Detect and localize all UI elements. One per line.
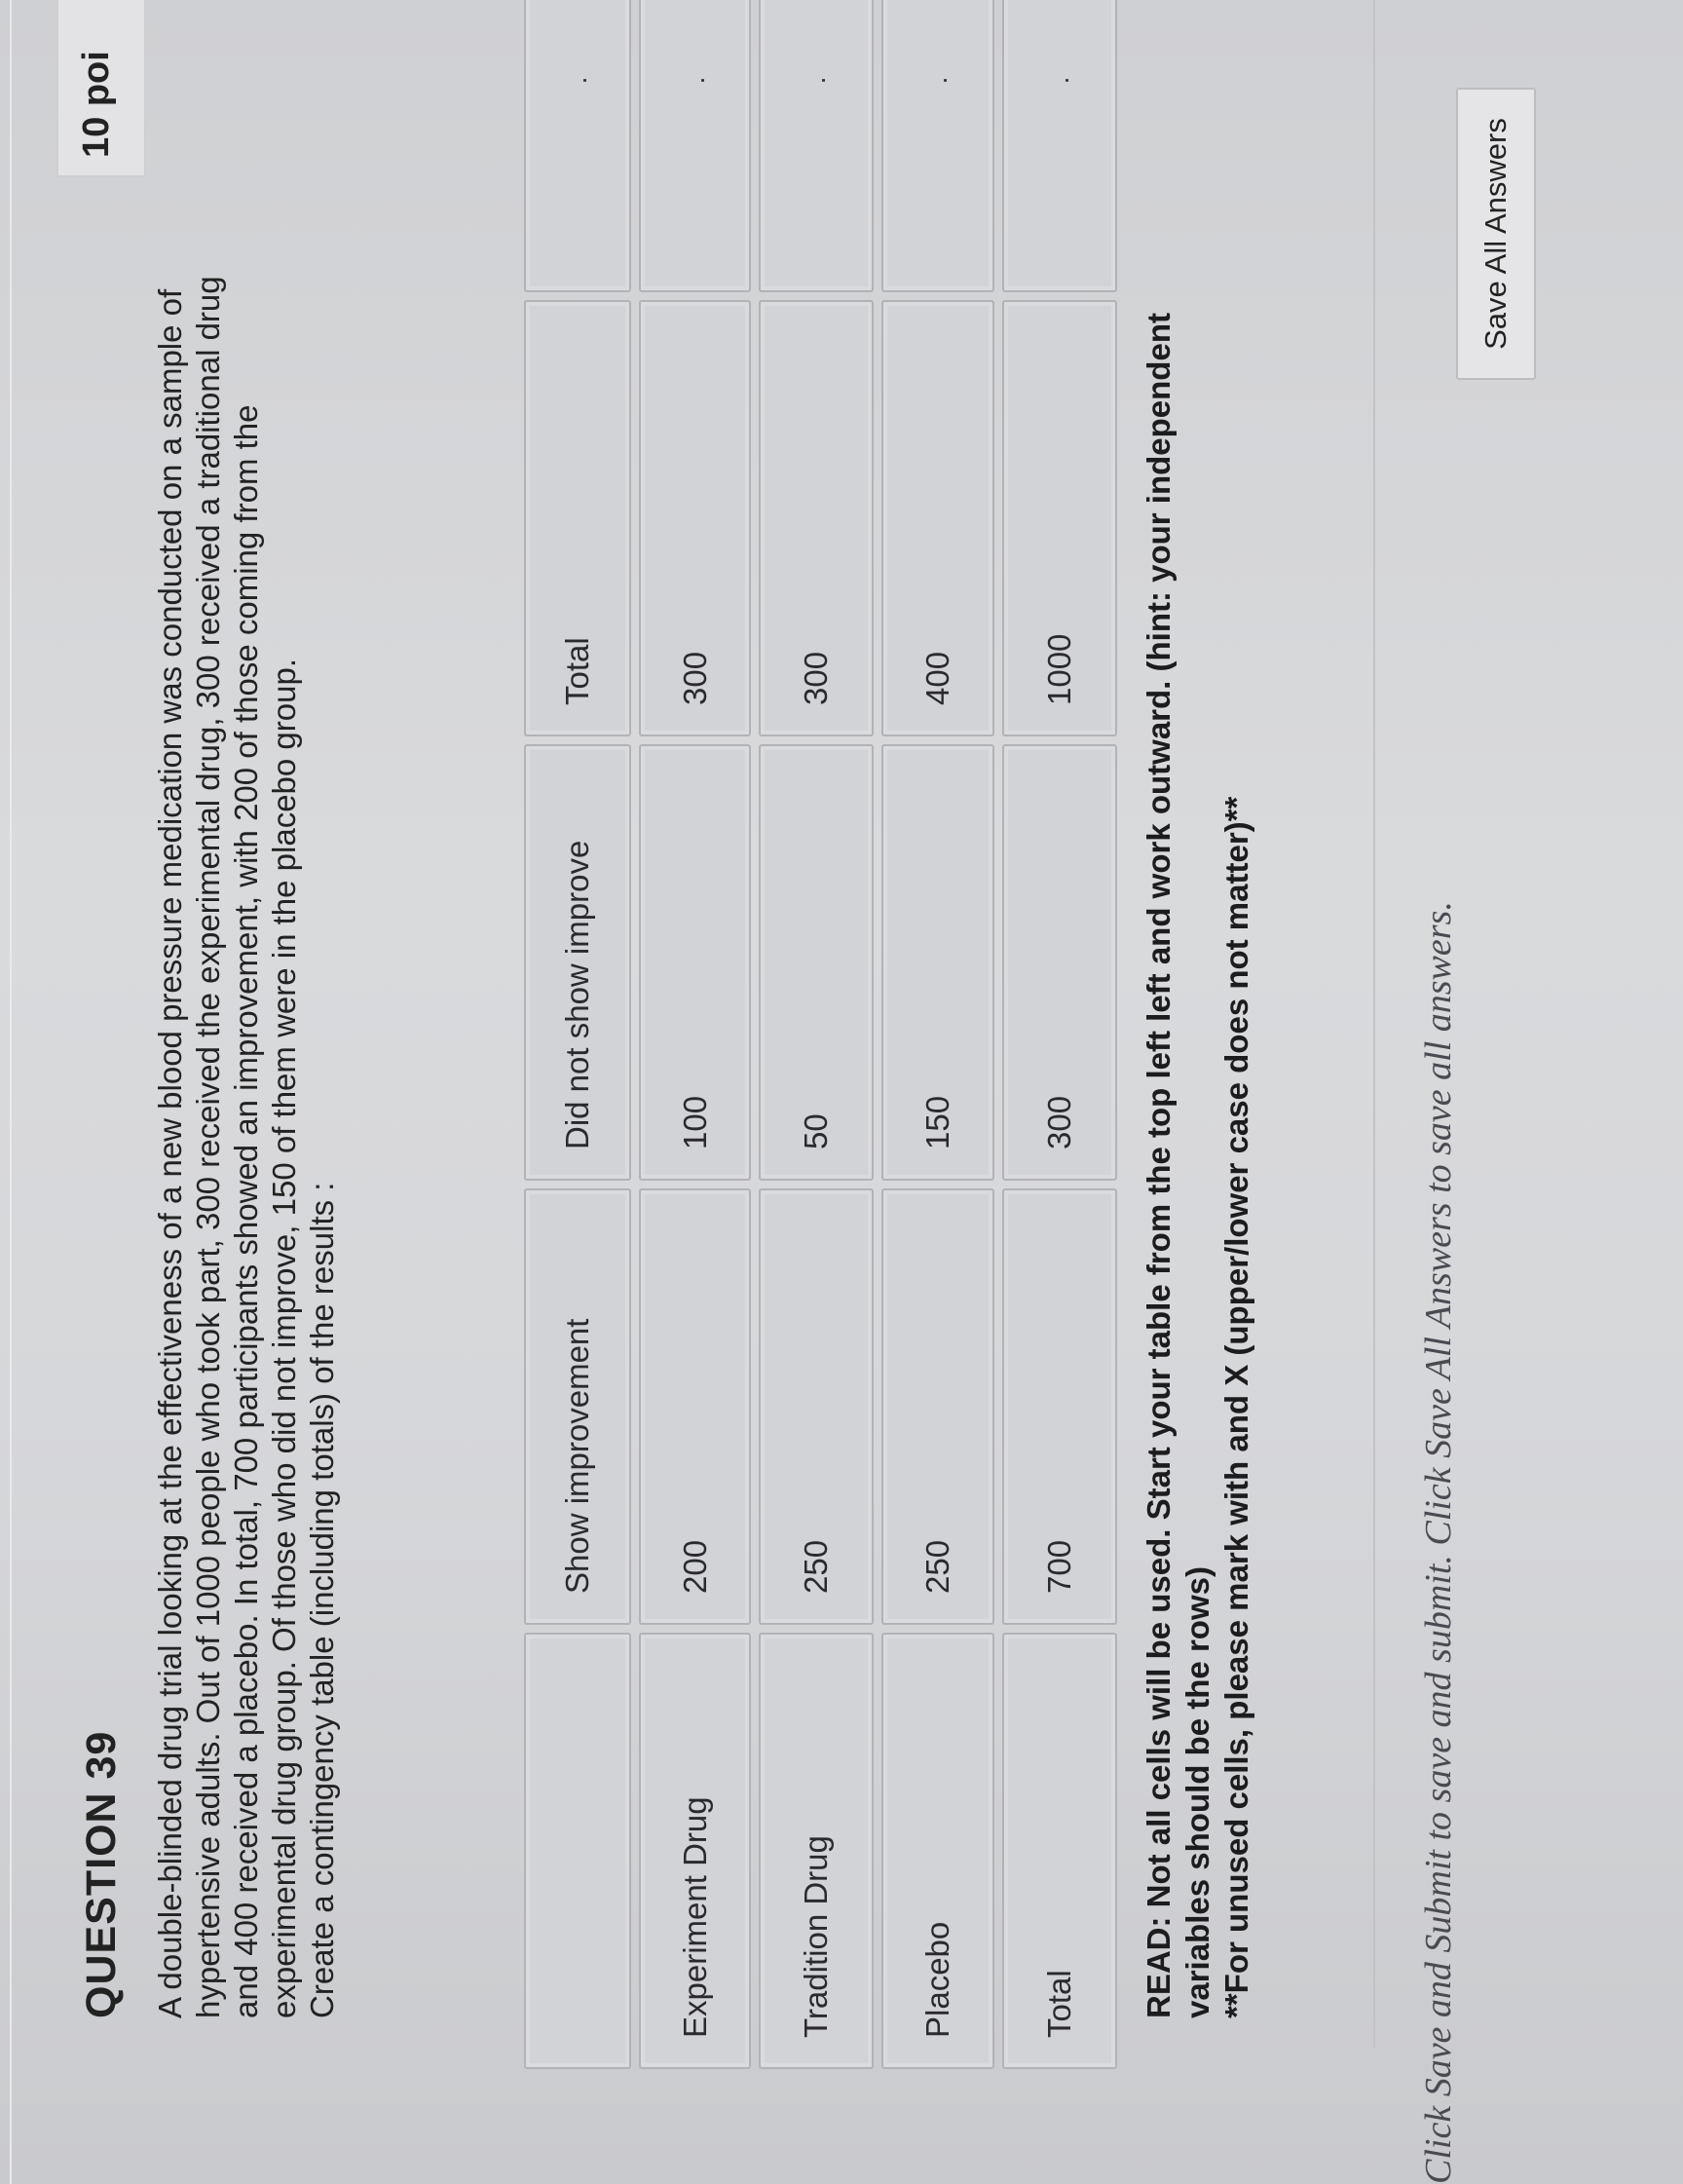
table-input-cell[interactable] xyxy=(1002,300,1117,736)
save-all-answers-button[interactable]: Save All Answers xyxy=(1456,88,1536,380)
cell-value: 50 xyxy=(798,1113,834,1149)
table-input-cell[interactable] xyxy=(524,1188,631,1625)
table-input-cell[interactable] xyxy=(759,744,874,1181)
cell-value: 250 xyxy=(798,1539,834,1594)
table-input-cell[interactable] xyxy=(881,0,994,292)
cell-value: 250 xyxy=(919,1539,955,1594)
table-input-cell[interactable] xyxy=(524,0,631,292)
cell-value: 400 xyxy=(919,651,955,705)
table-input-cell[interactable] xyxy=(881,1633,994,2069)
cell-value: . xyxy=(679,76,710,85)
question-title: QUESTION 39 xyxy=(78,1730,125,2018)
table-input-cell[interactable] xyxy=(639,1633,751,2069)
cell-value: 700 xyxy=(1041,1539,1077,1594)
cell-value: Show improvement xyxy=(559,1318,595,1594)
question-text-line: A double-blinded drug trial looking at the effectiveness of a new blood pressure medication was conducted on a sample of xyxy=(152,288,188,2018)
footer-instruction: Click Save and Submit to save and submit. Click Save All Answers to save all answers. xyxy=(1418,901,1459,2184)
table-input-cell[interactable] xyxy=(1002,1188,1117,1625)
table-input-cell[interactable] xyxy=(759,0,874,292)
cell-value: 300 xyxy=(798,651,834,705)
question-text-line: Create a contingency table (including totals) of the results : xyxy=(304,1182,340,2018)
cell-value: Total xyxy=(1041,1970,1077,2038)
table-input-cell[interactable] xyxy=(524,1633,631,2069)
question-text-line: hypertensive adults. Out of 1000 people who took part, 300 received the experimental drug, 300 received a traditional drug xyxy=(190,276,226,2018)
table-input-cell[interactable] xyxy=(1002,0,1117,292)
cell-value: 100 xyxy=(676,1095,713,1149)
cell-value: 300 xyxy=(676,651,713,705)
table-input-cell[interactable] xyxy=(881,300,994,736)
table-input-cell[interactable] xyxy=(1002,1633,1117,2069)
question-text-line: experimental drug group. Of those who did not improve, 150 of them were in the placebo group. xyxy=(266,659,302,2018)
table-input-cell[interactable] xyxy=(1002,744,1117,1181)
cell-value: . xyxy=(922,76,953,85)
table-input-cell[interactable] xyxy=(639,744,751,1181)
cell-value: Placebo xyxy=(919,1921,955,2038)
note-line: READ: Not all cells will be used. Start your table from the top left left and work outward. (hint: your independent xyxy=(1141,313,1177,2018)
cell-value: 200 xyxy=(676,1539,713,1594)
cell-value: . xyxy=(562,76,592,85)
cell-value: . xyxy=(1044,76,1074,85)
table-input-cell[interactable] xyxy=(524,744,631,1181)
top-divider xyxy=(10,0,12,2184)
cell-value: Tradition Drug xyxy=(798,1835,834,2038)
question-text-line: and 400 received a placebo. In total, 700 participants showed an improvement, with 200 of those coming from the xyxy=(228,404,264,2018)
table-input-cell[interactable] xyxy=(881,1188,994,1625)
table-input-cell[interactable] xyxy=(524,300,631,736)
cell-value: 1000 xyxy=(1041,633,1077,705)
instructions-note xyxy=(1140,80,1256,2018)
table-input-cell[interactable] xyxy=(759,300,874,736)
table-input-cell[interactable] xyxy=(881,744,994,1181)
cell-value: Total xyxy=(559,637,595,705)
footer-divider xyxy=(1373,0,1375,2048)
points-label: 10 poi xyxy=(76,51,117,158)
table-input-cell[interactable] xyxy=(759,1188,874,1625)
table-input-cell[interactable] xyxy=(639,0,751,292)
question-text xyxy=(151,109,341,2018)
note-line: **For unused cells, please mark with and X (upper/lower case does not matter)** xyxy=(1218,796,1254,2018)
table-input-cell[interactable] xyxy=(639,1188,751,1625)
cell-value: 150 xyxy=(919,1095,955,1149)
cell-value: Experiment Drug xyxy=(676,1796,713,2038)
note-line: variables should be the rows) xyxy=(1179,1566,1216,2018)
cell-value: . xyxy=(801,76,831,85)
contingency-table-inputs xyxy=(524,0,1117,2069)
cell-value: 300 xyxy=(1041,1095,1077,1149)
cell-value: Did not show improve xyxy=(559,840,595,1149)
table-input-cell[interactable] xyxy=(759,1633,874,2069)
table-input-cell[interactable] xyxy=(639,300,751,736)
